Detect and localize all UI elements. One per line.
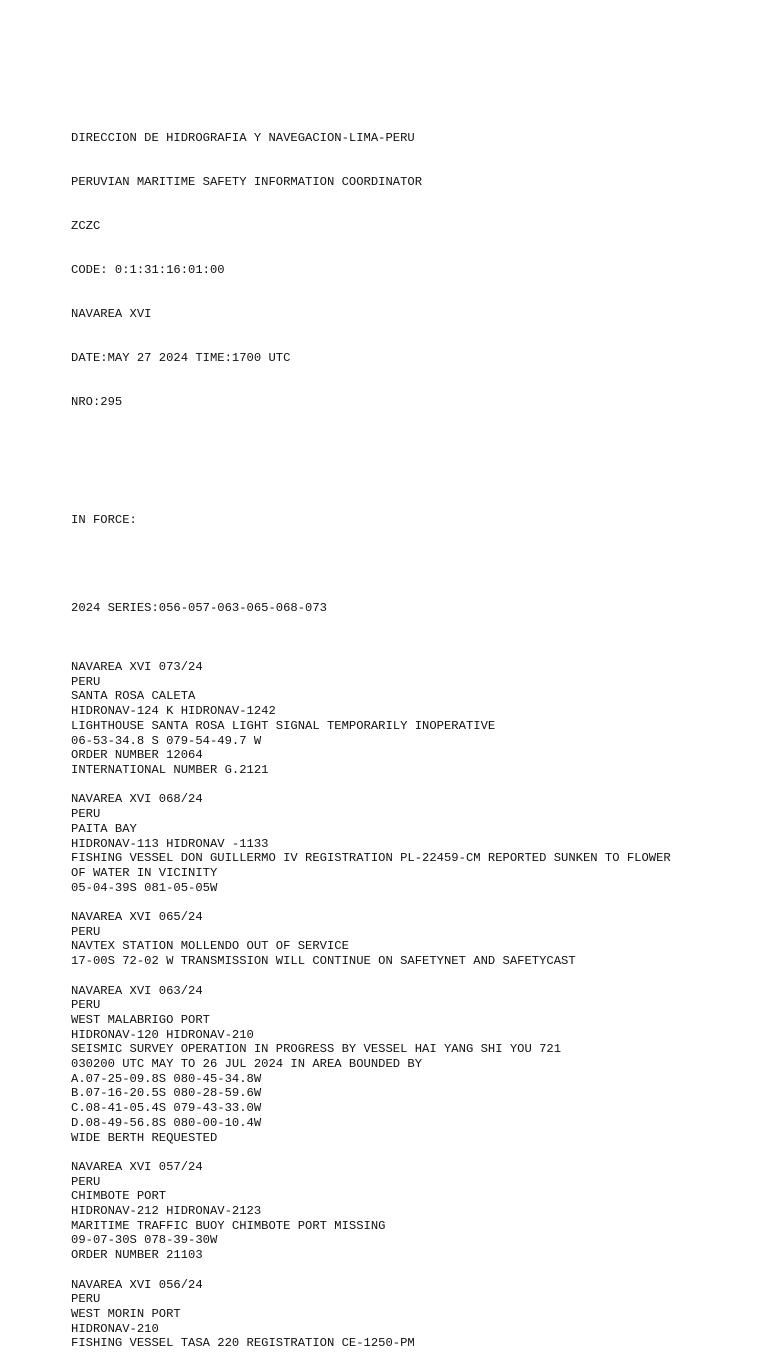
notice-text-line: CHIMBOTE PORT: [71, 1189, 167, 1204]
navarea-notice: [71, 660, 751, 778]
notice-text-line: INTERNATIONAL NUMBER G.2121: [71, 763, 269, 777]
organization-line: DIRECCION DE HIDROGRAFIA Y NAVEGACION-LIMA-PERU: [71, 130, 415, 145]
notice-text-line: 17-00S 72-02 W TRANSMISSION WILL CONTINUE ON SAFETYNET AND SAFETYCAST: [71, 954, 576, 969]
notice-id-line: NAVAREA XVI 073/24: [71, 660, 203, 675]
notice-text-line: B.07-16-20.5S 080-28-59.6W: [71, 1086, 262, 1101]
notice-text-line: HIDRONAV-212 HIDRONAV-2123: [71, 1204, 262, 1219]
message-header: [71, 101, 751, 439]
notice-text-line: OF WATER IN VICINITY: [71, 865, 218, 880]
notice-text-line: HIDRONAV-120 HIDRONAV-210: [71, 1027, 254, 1042]
notice-text-line: HIDRONAV-210: [71, 1321, 159, 1336]
notice-text-line: PERU: [71, 674, 101, 689]
notice-text-line: D.08-49-56.8S 080-00-10.4W: [71, 1115, 262, 1130]
in-force-label: IN FORCE:: [71, 513, 137, 528]
notices-list: [71, 645, 751, 1351]
notice-text-line: NAVTEX STATION MOLLENDO OUT OF SERVICE: [71, 939, 349, 954]
coordinator-line: PERUVIAN MARITIME SAFETY INFORMATION COORDINATOR: [71, 174, 423, 189]
notice-id-line: NAVAREA XVI 057/24: [71, 1159, 203, 1174]
notice-text-line: 09-07-30S 078-39-30W: [71, 1233, 218, 1248]
blank-line: [71, 895, 751, 910]
notice-text-line: FISHING VESSEL DON GUILLERMO IV REGISTRATION PL-22459-CM REPORTED SUNKEN TO FLOWER: [71, 851, 671, 866]
notice-text-line: PERU: [71, 924, 101, 939]
notice-text-line: PERU: [71, 998, 101, 1013]
zczc-line: ZCZC: [71, 219, 101, 234]
notice-text-line: MARITIME TRAFFIC BUOY CHIMBOTE PORT MISSING: [71, 1218, 386, 1233]
notice-text-line: HIDRONAV-124 K HIDRONAV-1242: [71, 704, 276, 719]
navarea-warning-document: [71, 72, 751, 1366]
blank-line: [71, 1145, 751, 1160]
notice-text-line: WEST MALABRIGO PORT: [71, 1012, 210, 1027]
notice-text-line: WEST MORIN PORT: [71, 1306, 181, 1321]
notice-id-line: NAVAREA XVI 065/24: [71, 910, 203, 924]
navarea-notice: [71, 984, 751, 1146]
notice-text-line: HIDRONAV-113 HIDRONAV -1133: [71, 836, 269, 851]
notice-text-line: 06-53-34.8 S 079-54-49.7 W: [71, 733, 262, 748]
notice-text-line: LIGHTHOUSE SANTA ROSA LIGHT SIGNAL TEMPORARILY INOPERATIVE: [71, 718, 496, 733]
notice-text-line: PERU: [71, 1174, 101, 1189]
blank-line: [71, 645, 751, 660]
notice-text-line: PAITA BAY: [71, 821, 137, 836]
code-line: CODE: 0:1:31:16:01:00: [71, 263, 225, 278]
notice-id-line: NAVAREA XVI 056/24: [71, 1277, 203, 1292]
notice-text-line: PERU: [71, 807, 101, 822]
number-line: NRO:295: [71, 395, 123, 410]
notice-text-line: FISHING VESSEL TASA 220 REGISTRATION CE-1250-PM: [71, 1336, 415, 1351]
navarea-notice: [71, 1278, 751, 1352]
notice-text-line: C.08-41-05.4S 079-43-33.0W: [71, 1101, 262, 1116]
navarea-notice: [71, 792, 751, 895]
series-line: 2024 SERIES:056-057-063-065-068-073: [71, 601, 327, 616]
blank-line: [71, 1263, 751, 1278]
datetime-line: DATE:MAY 27 2024 TIME:1700 UTC: [71, 351, 291, 366]
blank-line: [71, 969, 751, 984]
navarea-notice: [71, 1160, 751, 1263]
notice-text-line: SANTA ROSA CALETA: [71, 689, 196, 704]
notice-text-line: ORDER NUMBER 21103: [71, 1248, 203, 1263]
blank-line: [71, 778, 751, 793]
notice-text-line: ORDER NUMBER 12064: [71, 748, 203, 763]
notice-id-line: NAVAREA XVI 063/24: [71, 983, 203, 998]
navarea-notice: [71, 910, 751, 969]
blank-line: [71, 469, 751, 484]
notice-text-line: WIDE BERTH REQUESTED: [71, 1130, 218, 1145]
navarea-line: NAVAREA XVI: [71, 307, 152, 322]
notice-text-line: 05-04-39S 081-05-05W: [71, 880, 218, 895]
notice-text-line: A.07-25-09.8S 080-45-34.8W: [71, 1071, 262, 1086]
notice-id-line: NAVAREA XVI 068/24: [71, 792, 203, 807]
notice-text-line: 030200 UTC MAY TO 26 JUL 2024 IN AREA BOUNDED BY: [71, 1057, 423, 1072]
notice-text-line: SEISMIC SURVEY OPERATION IN PROGRESS BY VESSEL HAI YANG SHI YOU 721: [71, 1042, 562, 1057]
notice-text-line: PERU: [71, 1292, 101, 1307]
blank-line: [71, 557, 751, 572]
